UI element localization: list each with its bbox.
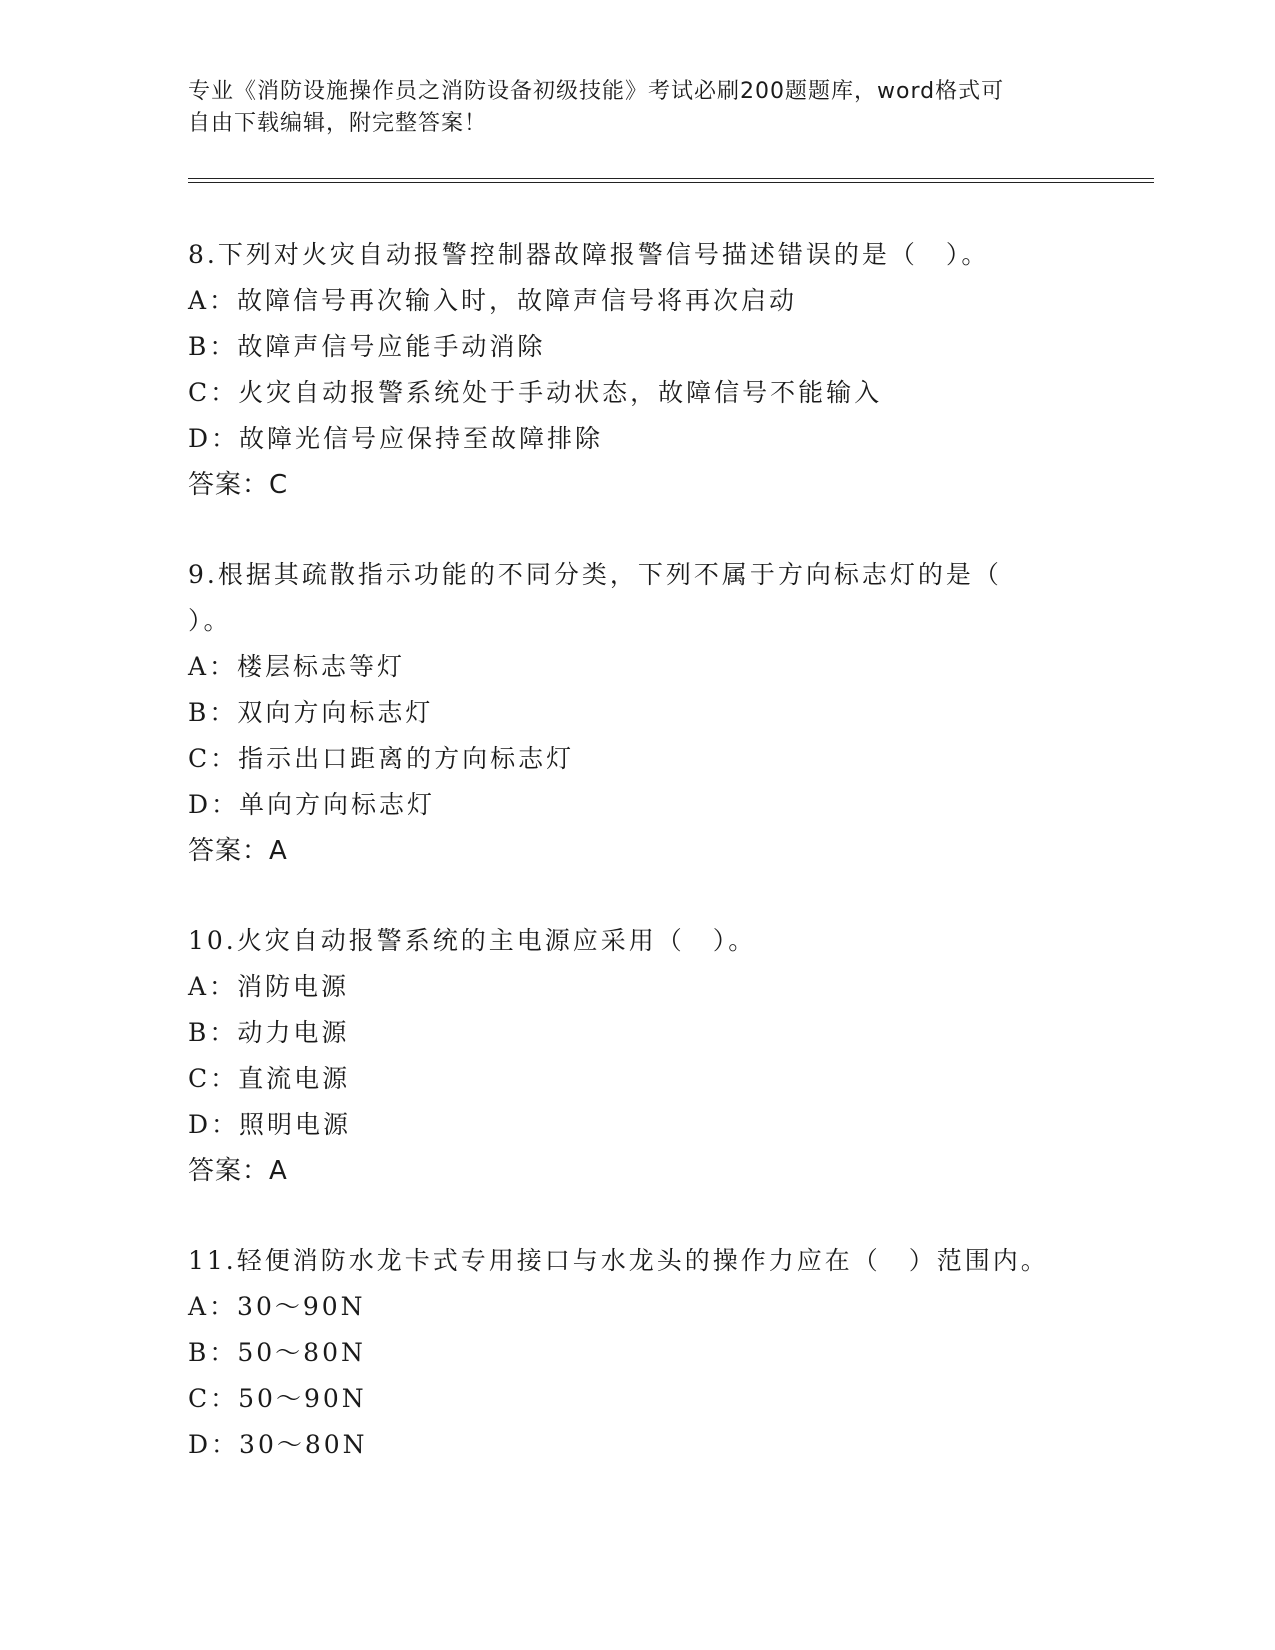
option-b: B：动力电源: [188, 1018, 350, 1047]
document-header: [188, 76, 1088, 140]
question-stem: 10.火灾自动报警系统的主电源应采用（ ）。: [188, 926, 757, 955]
option-a: A：消防电源: [188, 972, 350, 1001]
option-d: D：故障光信号应保持至故障排除: [188, 424, 604, 453]
option-a: A：楼层标志等灯: [188, 652, 406, 681]
option-c: C：指示出口距离的方向标志灯: [188, 744, 575, 773]
question-10: [188, 918, 1088, 1194]
answer: 答案：A: [188, 836, 288, 866]
header-rule-bottom: [188, 182, 1154, 183]
question-stem: 8.下列对火灾自动报警控制器故障报警信号描述错误的是（ ）。: [188, 240, 990, 269]
question-stem-line-1: 9.根据其疏散指示功能的不同分类，下列不属于方向标志灯的是（: [188, 560, 1002, 589]
option-a: A：30～90N: [188, 1292, 366, 1321]
question-8: [188, 232, 1088, 508]
option-b: B：双向方向标志灯: [188, 698, 434, 727]
question-stem: 11.轻便消防水龙卡式专用接口与水龙头的操作力应在（ ）范围内。: [188, 1246, 1049, 1275]
option-d: D：单向方向标志灯: [188, 790, 436, 819]
option-c: C：50～90N: [188, 1384, 367, 1413]
option-a: A：故障信号再次输入时，故障声信号将再次启动: [188, 286, 798, 315]
question-9: [188, 552, 1088, 874]
header-rule-top: [188, 178, 1154, 179]
header-line-2: 自由下载编辑，附完整答案！: [188, 111, 488, 136]
option-b: B：50～80N: [188, 1338, 366, 1367]
question-11: [188, 1238, 1088, 1468]
option-d: D：30～80N: [188, 1430, 368, 1459]
header-line-1: 专业《消防设施操作员之消防设备初级技能》考试必刷200题题库，word格式可: [188, 79, 1005, 104]
option-d: D：照明电源: [188, 1110, 352, 1139]
answer: 答案：A: [188, 1156, 288, 1186]
answer: 答案：C: [188, 470, 289, 500]
question-stem-line-2: ）。: [188, 606, 232, 635]
option-c: C：火灾自动报警系统处于手动状态，故障信号不能输入: [188, 378, 883, 407]
option-c: C：直流电源: [188, 1064, 351, 1093]
option-b: B：故障声信号应能手动消除: [188, 332, 546, 361]
